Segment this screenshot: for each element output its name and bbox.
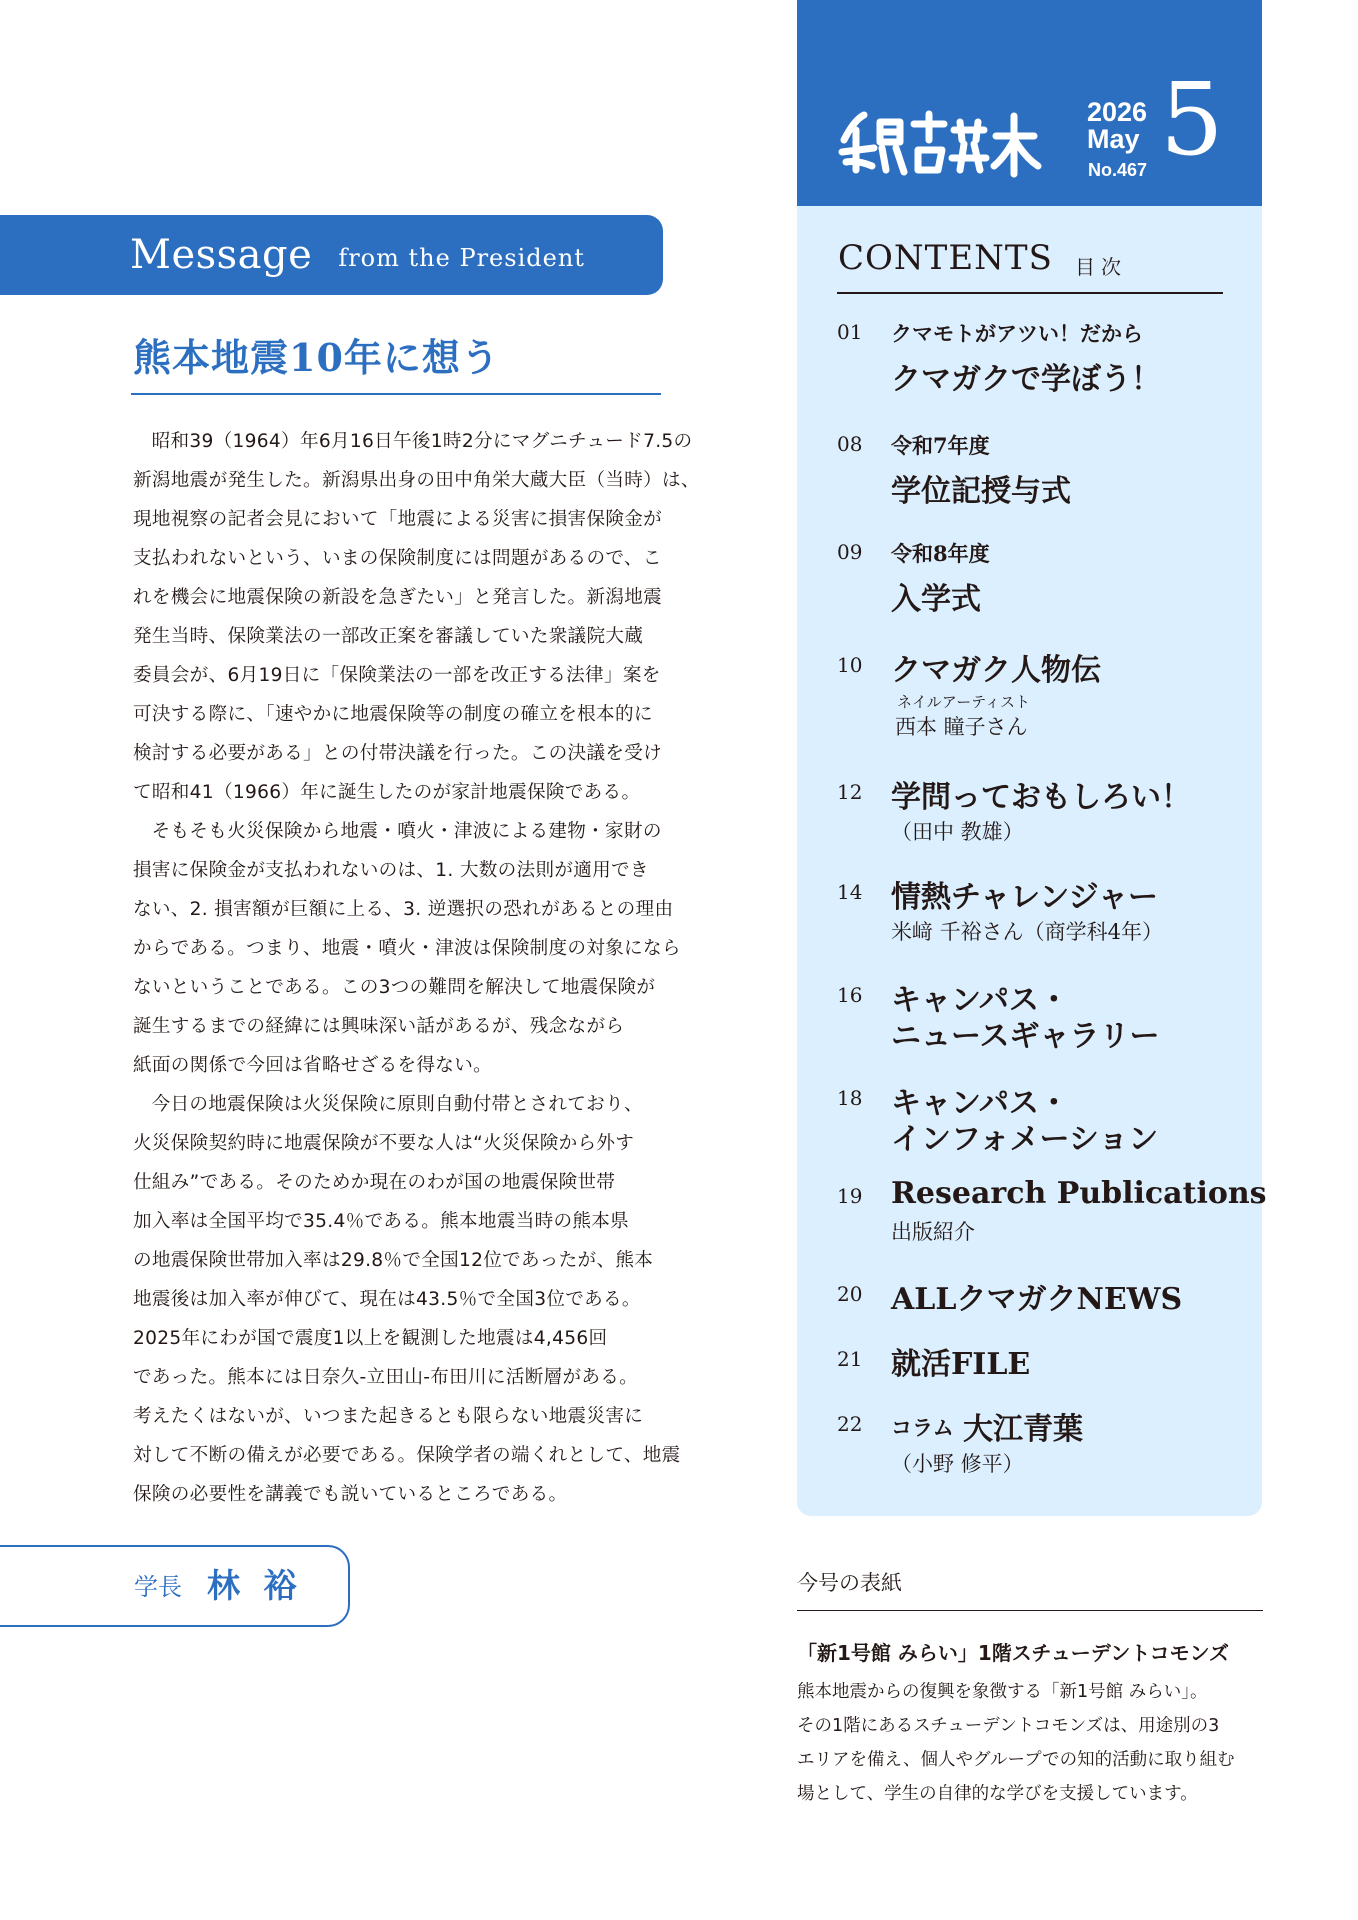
toc-page-number: 01 (837, 320, 863, 344)
cover-divider (797, 1610, 1263, 1611)
cover-description-line: エリアを備え、個人やグループでの知的活動に取り組む (797, 1750, 1235, 1770)
issue-month: May (1087, 124, 1140, 154)
signature-role: 学長 (134, 1573, 182, 1601)
body-line: れを機会に地震保険の新設を急ぎたい」と発言した。新潟地震 (133, 587, 663, 608)
body-line: 紙面の関係で今回は省略せざるを得ない。 (133, 1055, 492, 1076)
contents-panel (797, 206, 1262, 1516)
issue-number: No.467 (1088, 160, 1148, 180)
body-line: 新潟地震が発生した。新潟県出身の田中角栄大蔵大臣（当時）は、 (133, 470, 700, 491)
toc-title: Research Publications (891, 1176, 1267, 1211)
cover-description-line: 場として、学生の自律的な学びを支援しています。 (797, 1784, 1198, 1804)
cover-title: 「新1号館 みらい」1階スチューデントコモンズ (797, 1641, 1229, 1665)
body-line: 火災保険契約時に地震保険が不要な人は“火災保険から外す (133, 1133, 635, 1154)
toc-title: 学位記授与式 (891, 474, 1071, 509)
toc-title: クマガクで学ぼう！ (891, 362, 1161, 397)
body-line: の地震保険世帯加入率は29.8％で全国12位であったが、熊本 (133, 1250, 654, 1271)
toc-subtitle: 令和7年度 (891, 433, 990, 458)
toc-title: 情熱チャレンジャー (891, 880, 1158, 915)
body-line: 誕生するまでの経緯には興味深い話があるが、残念ながら (133, 1016, 625, 1037)
toc-title: ALLクマガクNEWS (891, 1282, 1183, 1317)
toc-page-number: 22 (837, 1412, 863, 1436)
contents-heading-jp: 目次 (1075, 255, 1127, 279)
body-line: 昭和39（1964）年6月16日午後1時2分にマグニチュード7.5の (151, 431, 693, 452)
body-line: ないということである。この3つの難問を解決して地震保険が (133, 977, 656, 998)
message-banner (0, 215, 663, 295)
body-line: 可決する際に、「速やかに地震保険等の制度の確立を根本的に (133, 704, 653, 725)
message-heading: Message (130, 232, 313, 278)
magazine-logo (834, 100, 1042, 180)
toc-title: 大江青葉 (963, 1412, 1083, 1447)
body-line: 加入率は全国平均で35.4％である。熊本地震当時の熊本県 (133, 1211, 630, 1232)
article-body (133, 422, 700, 1514)
contents-divider (837, 292, 1223, 294)
body-line: 発生当時、保険業法の一部改正案を審議していた衆議院大蔵 (133, 626, 644, 647)
body-line: であった。熊本には日奈久-立田山-布田川に活断層がある。 (133, 1367, 639, 1388)
body-line: 損害に保険金が支払われないのは、1. 大数の法則が適用でき (133, 860, 649, 881)
toc-page-number: 18 (837, 1086, 863, 1110)
body-line: からである。つまり、地震・噴火・津波は保険制度の対象になら (133, 938, 681, 959)
toc-title: クマガク人物伝 (891, 653, 1101, 688)
toc-title-2: ニュースギャラリー (891, 1019, 1160, 1054)
body-line: 今日の地震保険は火災保険に原則自動付帯とされており、 (151, 1094, 643, 1115)
toc-title: 学問っておもしろい！ (891, 780, 1191, 815)
body-line: 委員会が、6月19日に「保険業法の一部を改正する法律」案を (133, 665, 661, 686)
toc-note: （田中 教雄） (891, 820, 1024, 844)
toc-title: キャンパス・ (891, 1086, 1069, 1121)
body-line: 2025年にわが国で震度1以上を観測した地震は4,456回 (133, 1328, 608, 1349)
toc-page-number: 12 (837, 780, 863, 804)
toc-title: 入学式 (891, 582, 981, 617)
body-line: そもそも火災保険から地震・噴火・津波による建物・家財の (151, 821, 662, 842)
toc-title-2: インフォメーション (891, 1122, 1159, 1157)
toc-subtitle: クマモトがアツい！だから (891, 321, 1143, 346)
toc-column-label: コラム (891, 1415, 954, 1440)
article-title: 熊本地震10年に想う (133, 335, 500, 380)
toc-page-number: 08 (837, 432, 863, 456)
toc-note: 出版紹介 (891, 1220, 975, 1244)
toc-page-number: 16 (837, 983, 863, 1007)
toc-page-number: 21 (837, 1347, 863, 1371)
body-line: 支払われないという、いまの保険制度には問題があるので、こ (133, 548, 662, 569)
toc-page-number: 09 (837, 540, 863, 564)
body-line: て昭和41（1966）年に誕生したのが家計地震保険である。 (133, 782, 641, 803)
toc-page-number: 19 (837, 1184, 863, 1208)
cover-description-line: 熊本地震からの復興を象徴する「新1号館 みらい」。 (797, 1682, 1208, 1702)
toc-title: キャンパス・ (891, 983, 1069, 1018)
toc-title: 就活FILE (891, 1347, 1031, 1382)
title-divider (131, 393, 661, 395)
toc-page-number: 20 (837, 1282, 863, 1306)
toc-note: 米﨑 千裕さん（商学科4年） (891, 920, 1164, 944)
toc-subtitle: 令和8年度 (891, 541, 990, 566)
cover-description-line: その1階にあるスチューデントコモンズは、用途別の3 (797, 1716, 1220, 1736)
toc-note: （小野 修平） (891, 1452, 1024, 1476)
body-line: 現地視察の記者会見において「地震による災害に損害保険金が (133, 509, 663, 530)
cover-label: 今号の表紙 (797, 1571, 902, 1595)
toc-ruby: ネイルアーティスト (897, 693, 1031, 711)
body-line: ない、2. 損害額が巨額に上る、3. 逆選択の恐れがあるとの理由 (133, 899, 674, 920)
toc-note: 西本 瞳子さん (895, 715, 1028, 739)
cover-description (797, 1675, 1267, 1811)
body-line: 保険の必要性を講義でも説いているところである。 (133, 1484, 568, 1505)
body-line: 検討する必要がある」との付帯決議を行った。この決議を受け (133, 743, 663, 764)
contents-heading: CONTENTS (838, 238, 1053, 278)
issue-month-number: 5 (1160, 61, 1224, 178)
toc-page-number: 10 (837, 653, 863, 677)
body-line: 考えたくはないが、いつまた起きるとも限らない地震災害に (133, 1406, 644, 1427)
body-line: 地震後は加入率が伸びて、現在は43.5％で全国3位である。 (133, 1289, 641, 1310)
message-subheading: from the President (338, 244, 585, 272)
issue-year: 2026 (1087, 97, 1148, 127)
signature-name: 林 裕 (207, 1566, 303, 1605)
body-line: 対して不断の備えが必要である。保険学者の端くれとして、地震 (133, 1445, 681, 1466)
body-line: 仕組み”である。そのためか現在のわが国の地震保険世帯 (133, 1172, 616, 1193)
toc-page-number: 14 (837, 880, 863, 904)
